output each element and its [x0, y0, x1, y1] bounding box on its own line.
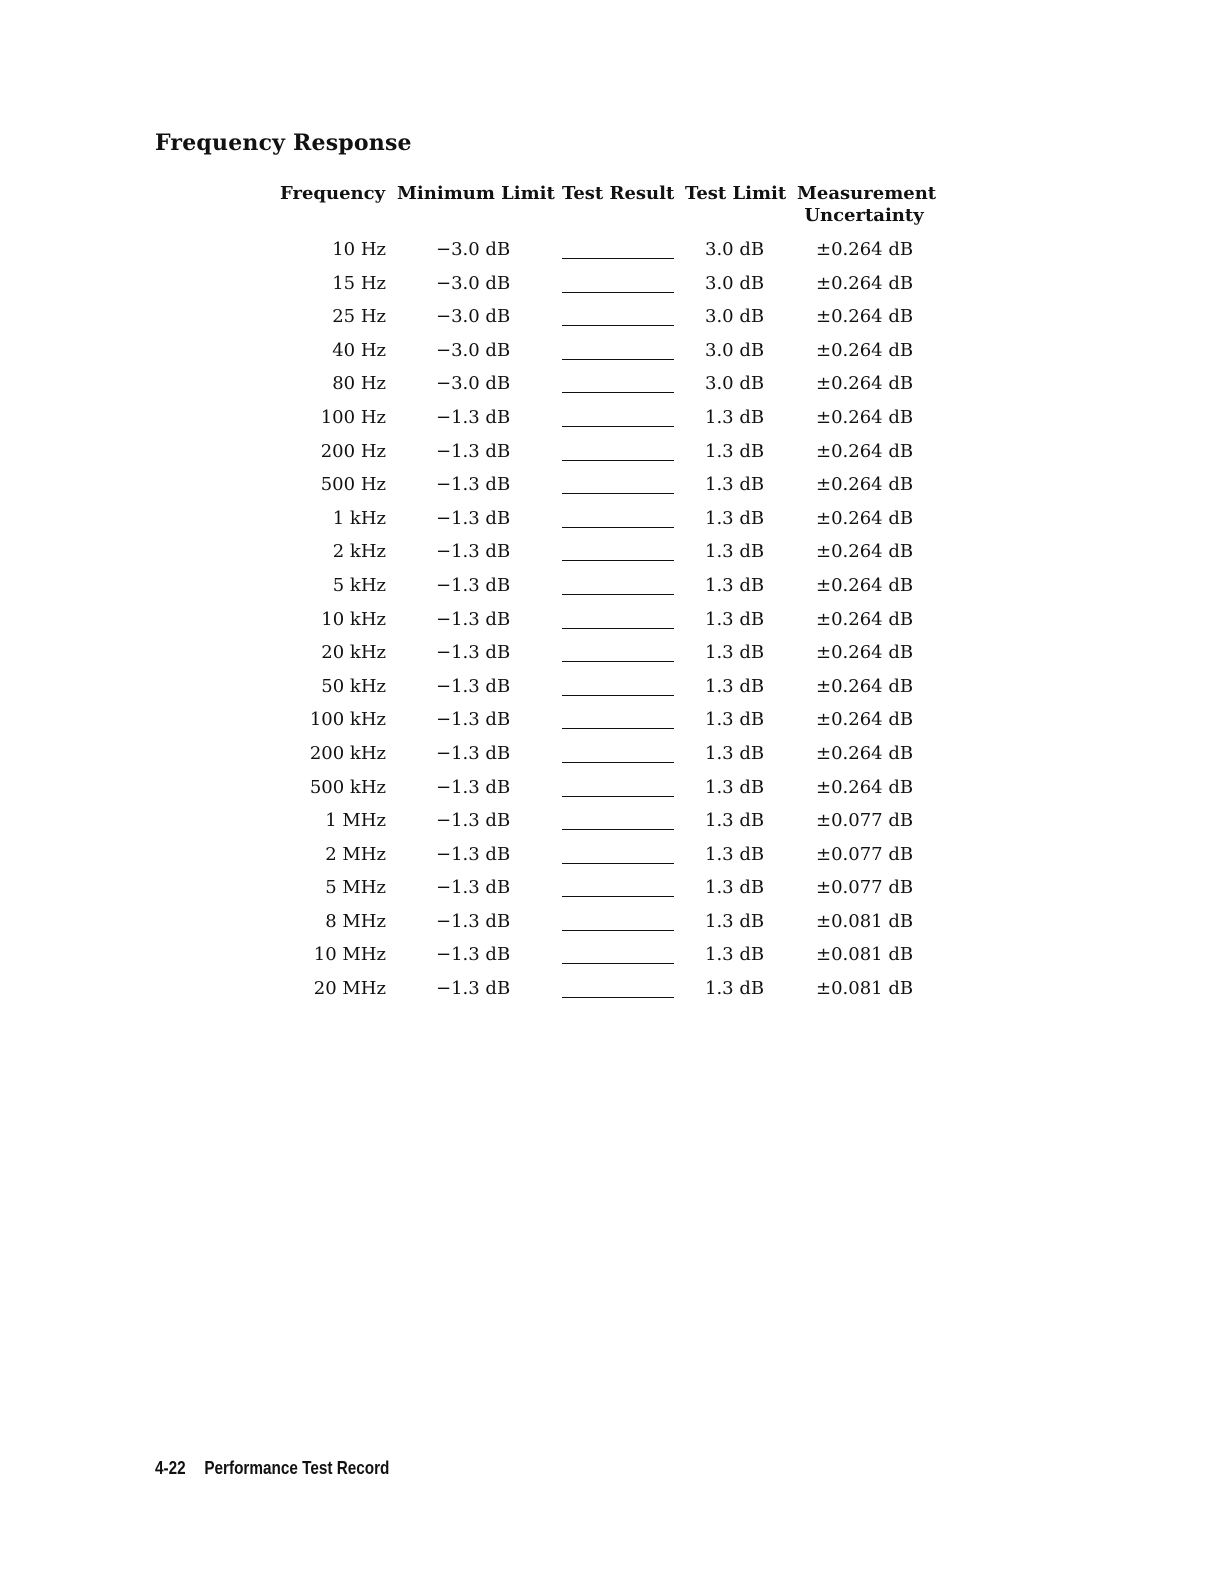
minimum-limit-cell: −1.3 dB	[436, 541, 511, 563]
test-result-blank[interactable]	[562, 939, 674, 964]
test-limit-cell: 3.0 dB	[705, 373, 765, 395]
minimum-limit-cell: −3.0 dB	[436, 339, 511, 361]
uncertainty-cell: ±0.077 dB	[816, 843, 914, 865]
test-limit-cell: 1.3 dB	[705, 507, 765, 529]
test-limit-cell: 1.3 dB	[705, 944, 765, 966]
test-limit-cell: 1.3 dB	[705, 742, 765, 764]
minimum-limit-cell: −1.3 dB	[436, 910, 511, 932]
uncertainty-cell: ±0.264 dB	[816, 541, 914, 563]
test-limit-cell: 1.3 dB	[705, 810, 765, 832]
uncertainty-cell: ±0.264 dB	[816, 608, 914, 630]
minimum-limit-cell: −1.3 dB	[436, 709, 511, 731]
test-result-blank[interactable]	[562, 503, 674, 528]
minimum-limit-cell: −1.3 dB	[436, 810, 511, 832]
test-result-blank[interactable]	[562, 368, 674, 393]
table-row	[0, 973, 1224, 1007]
table-row	[0, 637, 1224, 671]
minimum-limit-cell: −1.3 dB	[436, 574, 511, 596]
table-row	[0, 939, 1224, 973]
test-limit-cell: 1.3 dB	[705, 709, 765, 731]
test-result-blank[interactable]	[562, 973, 674, 998]
frequency-cell: 1 kHz	[332, 507, 386, 529]
uncertainty-cell: ±0.264 dB	[816, 642, 914, 664]
test-result-blank[interactable]	[562, 402, 674, 427]
uncertainty-cell: ±0.264 dB	[816, 574, 914, 596]
uncertainty-cell: ±0.264 dB	[816, 440, 914, 462]
table-row	[0, 604, 1224, 638]
footer-section-name: Performance Test Record	[204, 1458, 390, 1478]
frequency-cell: 200 kHz	[309, 742, 386, 764]
test-result-blank[interactable]	[562, 637, 674, 662]
minimum-limit-cell: −1.3 dB	[436, 608, 511, 630]
uncertainty-cell: ±0.264 dB	[816, 474, 914, 496]
table-row	[0, 368, 1224, 402]
test-result-blank[interactable]	[562, 671, 674, 696]
minimum-limit-cell: −1.3 dB	[436, 776, 511, 798]
test-limit-cell: 1.3 dB	[705, 541, 765, 563]
table-row	[0, 536, 1224, 570]
minimum-limit-cell: −1.3 dB	[436, 507, 511, 529]
frequency-cell: 80 Hz	[332, 373, 386, 395]
test-result-blank[interactable]	[562, 704, 674, 729]
test-limit-cell: 3.0 dB	[705, 339, 765, 361]
uncertainty-cell: ±0.264 dB	[816, 272, 914, 294]
test-result-blank[interactable]	[562, 570, 674, 595]
minimum-limit-cell: −1.3 dB	[436, 474, 511, 496]
frequency-cell: 20 kHz	[321, 642, 386, 664]
frequency-cell: 2 kHz	[332, 541, 386, 563]
frequency-cell: 25 Hz	[332, 306, 386, 328]
test-limit-cell: 1.3 dB	[705, 776, 765, 798]
uncertainty-cell: ±0.264 dB	[816, 709, 914, 731]
frequency-cell: 5 kHz	[332, 574, 386, 596]
table-row	[0, 570, 1224, 604]
frequency-cell: 15 Hz	[332, 272, 386, 294]
table-row	[0, 704, 1224, 738]
frequency-cell: 2 MHz	[325, 843, 386, 865]
table-row	[0, 503, 1224, 537]
test-limit-cell: 3.0 dB	[705, 306, 765, 328]
uncertainty-cell: ±0.077 dB	[816, 877, 914, 899]
test-limit-cell: 1.3 dB	[705, 978, 765, 1000]
table-row	[0, 805, 1224, 839]
header-minimum-limit: Minimum Limit	[397, 183, 555, 204]
uncertainty-cell: ±0.081 dB	[816, 978, 914, 1000]
test-limit-cell: 1.3 dB	[705, 406, 765, 428]
uncertainty-cell: ±0.264 dB	[816, 239, 914, 260]
table-row	[0, 772, 1224, 806]
test-result-blank[interactable]	[562, 906, 674, 931]
test-limit-cell: 1.3 dB	[705, 474, 765, 496]
uncertainty-cell: ±0.264 dB	[816, 339, 914, 361]
table-row	[0, 234, 1224, 268]
table-row	[0, 469, 1224, 503]
minimum-limit-cell: −1.3 dB	[436, 944, 511, 966]
page-footer	[155, 1458, 389, 1479]
uncertainty-cell: ±0.081 dB	[816, 910, 914, 932]
test-limit-cell: 1.3 dB	[705, 642, 765, 664]
table-row	[0, 738, 1224, 772]
frequency-cell: 10 MHz	[313, 944, 386, 966]
minimum-limit-cell: −1.3 dB	[436, 978, 511, 1000]
test-result-blank[interactable]	[562, 301, 674, 326]
frequency-cell: 10 Hz	[332, 239, 386, 260]
page-number: 4-22	[155, 1458, 186, 1478]
test-limit-cell: 1.3 dB	[705, 910, 765, 932]
frequency-cell: 100 Hz	[320, 406, 386, 428]
minimum-limit-cell: −1.3 dB	[436, 642, 511, 664]
uncertainty-cell: ±0.081 dB	[816, 944, 914, 966]
test-limit-cell: 1.3 dB	[705, 440, 765, 462]
uncertainty-cell: ±0.264 dB	[816, 507, 914, 529]
frequency-cell: 20 MHz	[313, 978, 386, 1000]
uncertainty-cell: ±0.264 dB	[816, 776, 914, 798]
table-row	[0, 872, 1224, 906]
frequency-cell: 10 kHz	[321, 608, 386, 630]
table-row	[0, 335, 1224, 369]
test-result-blank[interactable]	[562, 772, 674, 797]
frequency-cell: 500 kHz	[309, 776, 386, 798]
test-result-blank[interactable]	[562, 469, 674, 494]
section-title: Frequency Response	[155, 130, 412, 156]
table-row	[0, 436, 1224, 470]
minimum-limit-cell: −1.3 dB	[436, 843, 511, 865]
test-result-blank[interactable]	[562, 738, 674, 763]
header-test-result: Test Result	[562, 183, 675, 204]
table-row	[0, 839, 1224, 873]
frequency-cell: 1 MHz	[325, 810, 386, 832]
minimum-limit-cell: −3.0 dB	[436, 306, 511, 328]
test-limit-cell: 1.3 dB	[705, 574, 765, 596]
minimum-limit-cell: −3.0 dB	[436, 373, 511, 395]
frequency-cell: 5 MHz	[325, 877, 386, 899]
test-result-blank[interactable]	[562, 536, 674, 561]
test-limit-cell: 1.3 dB	[705, 675, 765, 697]
test-limit-cell: 3.0 dB	[705, 239, 765, 260]
frequency-cell: 40 Hz	[332, 339, 386, 361]
header-test-limit: Test Limit	[685, 183, 787, 204]
test-result-blank[interactable]	[562, 839, 674, 864]
results-table	[0, 234, 1224, 1007]
header-frequency: Frequency	[280, 183, 386, 204]
uncertainty-cell: ±0.077 dB	[816, 810, 914, 832]
frequency-cell: 8 MHz	[325, 910, 386, 932]
header-uncertainty-line1: Measurement	[797, 183, 937, 204]
header-measurement-uncertainty	[797, 183, 937, 227]
frequency-cell: 200 Hz	[320, 440, 386, 462]
table-row	[0, 301, 1224, 335]
minimum-limit-cell: −1.3 dB	[436, 742, 511, 764]
frequency-cell: 500 Hz	[320, 474, 386, 496]
frequency-cell: 50 kHz	[321, 675, 386, 697]
uncertainty-cell: ±0.264 dB	[816, 373, 914, 395]
minimum-limit-cell: −1.3 dB	[436, 406, 511, 428]
test-limit-cell: 1.3 dB	[705, 608, 765, 630]
test-result-blank[interactable]	[562, 872, 674, 897]
test-limit-cell: 1.3 dB	[705, 877, 765, 899]
table-row	[0, 402, 1224, 436]
table-row	[0, 268, 1224, 302]
minimum-limit-cell: −3.0 dB	[436, 272, 511, 294]
test-result-blank[interactable]	[562, 335, 674, 360]
test-result-blank[interactable]	[562, 234, 674, 259]
minimum-limit-cell: −1.3 dB	[436, 440, 511, 462]
minimum-limit-cell: −3.0 dB	[436, 239, 511, 260]
header-uncertainty-line2: Uncertainty	[804, 205, 924, 226]
uncertainty-cell: ±0.264 dB	[816, 675, 914, 697]
table-row	[0, 671, 1224, 705]
test-limit-cell: 3.0 dB	[705, 272, 765, 294]
uncertainty-cell: ±0.264 dB	[816, 406, 914, 428]
test-result-blank[interactable]	[562, 604, 674, 629]
frequency-cell: 100 kHz	[309, 709, 386, 731]
test-result-blank[interactable]	[562, 268, 674, 293]
test-result-blank[interactable]	[562, 805, 674, 830]
test-limit-cell: 1.3 dB	[705, 843, 765, 865]
minimum-limit-cell: −1.3 dB	[436, 877, 511, 899]
table-row	[0, 906, 1224, 940]
minimum-limit-cell: −1.3 dB	[436, 675, 511, 697]
uncertainty-cell: ±0.264 dB	[816, 306, 914, 328]
test-result-blank[interactable]	[562, 436, 674, 461]
uncertainty-cell: ±0.264 dB	[816, 742, 914, 764]
